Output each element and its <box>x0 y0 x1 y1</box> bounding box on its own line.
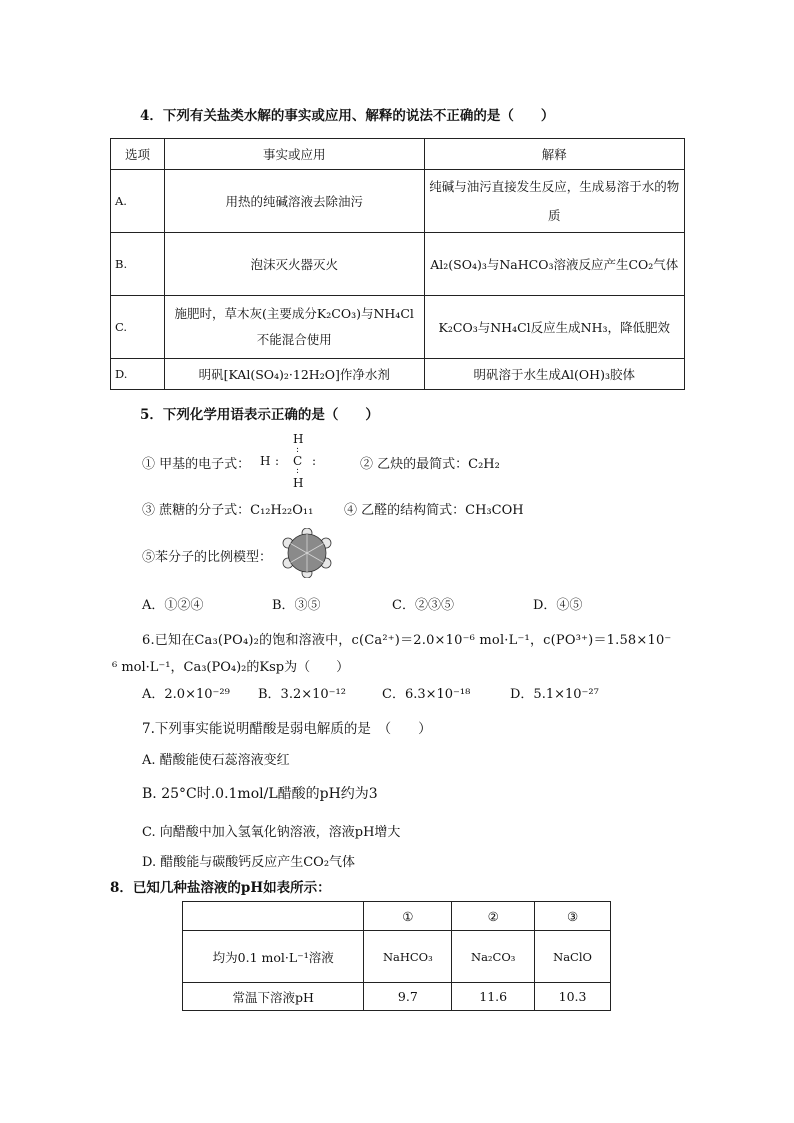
q4-row-c-explanation: K₂CO₃与NH₄Cl反应生成NH₃，降低肥效 <box>424 296 684 359</box>
electron-h-top: H <box>293 432 304 446</box>
methyl-electron-formula <box>258 432 320 492</box>
table-row <box>111 359 685 390</box>
q4-header-fact: 事实或应用 <box>164 139 424 170</box>
q5-choice-c: C．②③⑤ <box>392 598 454 613</box>
q8-ph-3: 10.3 <box>535 983 611 1011</box>
electron-h-bottom: H <box>293 476 304 490</box>
q5-choice-a: A．①②④ <box>142 598 204 613</box>
q4-row-a-explanation: 纯碱与油污直接发生反应，生成易溶于水的物质 <box>424 170 684 233</box>
q8-salt-2: Na₂CO₃ <box>452 931 535 983</box>
q4-stem: 4．下列有关盐类水解的事实或应用、解释的说法不正确的是（ ） <box>140 108 555 124</box>
q8-ph-1: 9.7 <box>364 983 452 1011</box>
table-row <box>111 233 685 296</box>
q8-empty-cell <box>183 902 364 931</box>
q7-option-a: A. 醋酸能使石蕊溶液变红 <box>142 753 290 768</box>
q6-line2: ⁶ mol·L⁻¹，Ca₃(PO₄)₂的Ksp为（ ） <box>112 660 350 675</box>
q4-header-option: 选项 <box>111 139 165 170</box>
q4-row-c-option: C. <box>111 296 165 359</box>
table-row <box>183 931 611 983</box>
benzene-model-icon <box>280 528 334 578</box>
q4-row-d-fact: 明矾[KAl(SO₄)₂·12H₂O]作净水剂 <box>164 359 424 390</box>
electron-c-center: C <box>293 454 303 468</box>
table-row <box>111 170 685 233</box>
q5-item2: ② 乙炔的最简式：C₂H₂ <box>360 457 500 472</box>
q8-col-mark-2: ② <box>452 902 535 931</box>
q5-stem: 5．下列化学用语表示正确的是（ ） <box>140 407 379 423</box>
q7-stem: 7.下列事实能说明醋酸是弱电解质的是 （ ） <box>142 721 432 737</box>
electron-dots-bottom: : <box>296 466 300 476</box>
q6-choice-a: A．2.0×10⁻²⁹ <box>142 687 230 702</box>
electron-dots-left: : <box>275 454 280 468</box>
electron-dots-right: : <box>312 454 317 468</box>
q4-header-explanation: 解释 <box>424 139 684 170</box>
electron-dots-top: : <box>296 445 300 455</box>
table-row <box>111 296 685 359</box>
table-row <box>183 902 611 931</box>
q6-choice-b: B．3.2×10⁻¹² <box>258 687 346 702</box>
q8-row1-label: 均为0.1 mol·L⁻¹溶液 <box>183 931 364 983</box>
q6-choice-c: C．6.3×10⁻¹⁸ <box>382 687 471 702</box>
q7-option-d: D. 醋酸能与碳酸钙反应产生CO₂气体 <box>142 855 356 870</box>
q5-item4: ④ 乙醛的结构简式：CH₃COH <box>344 503 524 518</box>
q7-option-b: B. 25°C时.0.1mol/L醋酸的pH约为3 <box>142 786 378 802</box>
q8-table <box>182 901 611 1011</box>
q4-row-b-fact: 泡沫灭火器灭火 <box>164 233 424 296</box>
table-row <box>183 983 611 1011</box>
q4-table <box>110 138 685 390</box>
q4-row-a-option: A. <box>111 170 165 233</box>
q5-choice-b: B．③⑤ <box>272 598 321 613</box>
q4-row-a-fact: 用热的纯碱溶液去除油污 <box>164 170 424 233</box>
q8-col-mark-3: ③ <box>535 902 611 931</box>
q6-choice-d: D．5.1×10⁻²⁷ <box>510 687 599 702</box>
q8-stem: 8．已知几种盐溶液的pH如表所示： <box>110 880 331 896</box>
q5-choice-d: D．④⑤ <box>533 598 583 613</box>
q5-item5-label: ⑤苯分子的比例模型： <box>142 550 273 565</box>
q7-option-c: C. 向醋酸中加入氢氧化钠溶液，溶液pH增大 <box>142 825 401 840</box>
q5-item3: ③ 蔗糖的分子式：C₁₂H₂₂O₁₁ <box>142 503 314 518</box>
q8-ph-2: 11.6 <box>452 983 535 1011</box>
q8-salt-1: NaHCO₃ <box>364 931 452 983</box>
q8-col-mark-1: ① <box>364 902 452 931</box>
q6-line1: 6.已知在Ca₃(PO₄)₂的饱和溶液中，c(Ca²⁺)＝2.0×10⁻⁶ mol·L⁻¹，c(PO³⁺)＝1.58×10⁻ <box>142 633 672 648</box>
q4-row-d-option: D. <box>111 359 165 390</box>
q8-row2-label: 常温下溶液pH <box>183 983 364 1011</box>
electron-h-left: H <box>260 454 271 468</box>
q5-item1-label: ① 甲基的电子式： <box>142 457 251 472</box>
q4-row-b-option: B. <box>111 233 165 296</box>
q4-row-c-fact: 施肥时，草木灰(主要成分K₂CO₃)与NH₄Cl不能混合使用 <box>164 296 424 359</box>
q8-salt-3: NaClO <box>535 931 611 983</box>
q4-row-d-explanation: 明矾溶于水生成Al(OH)₃胶体 <box>424 359 684 390</box>
q4-row-b-explanation: Al₂(SO₄)₃与NaHCO₃溶液反应产生CO₂气体 <box>424 233 684 296</box>
